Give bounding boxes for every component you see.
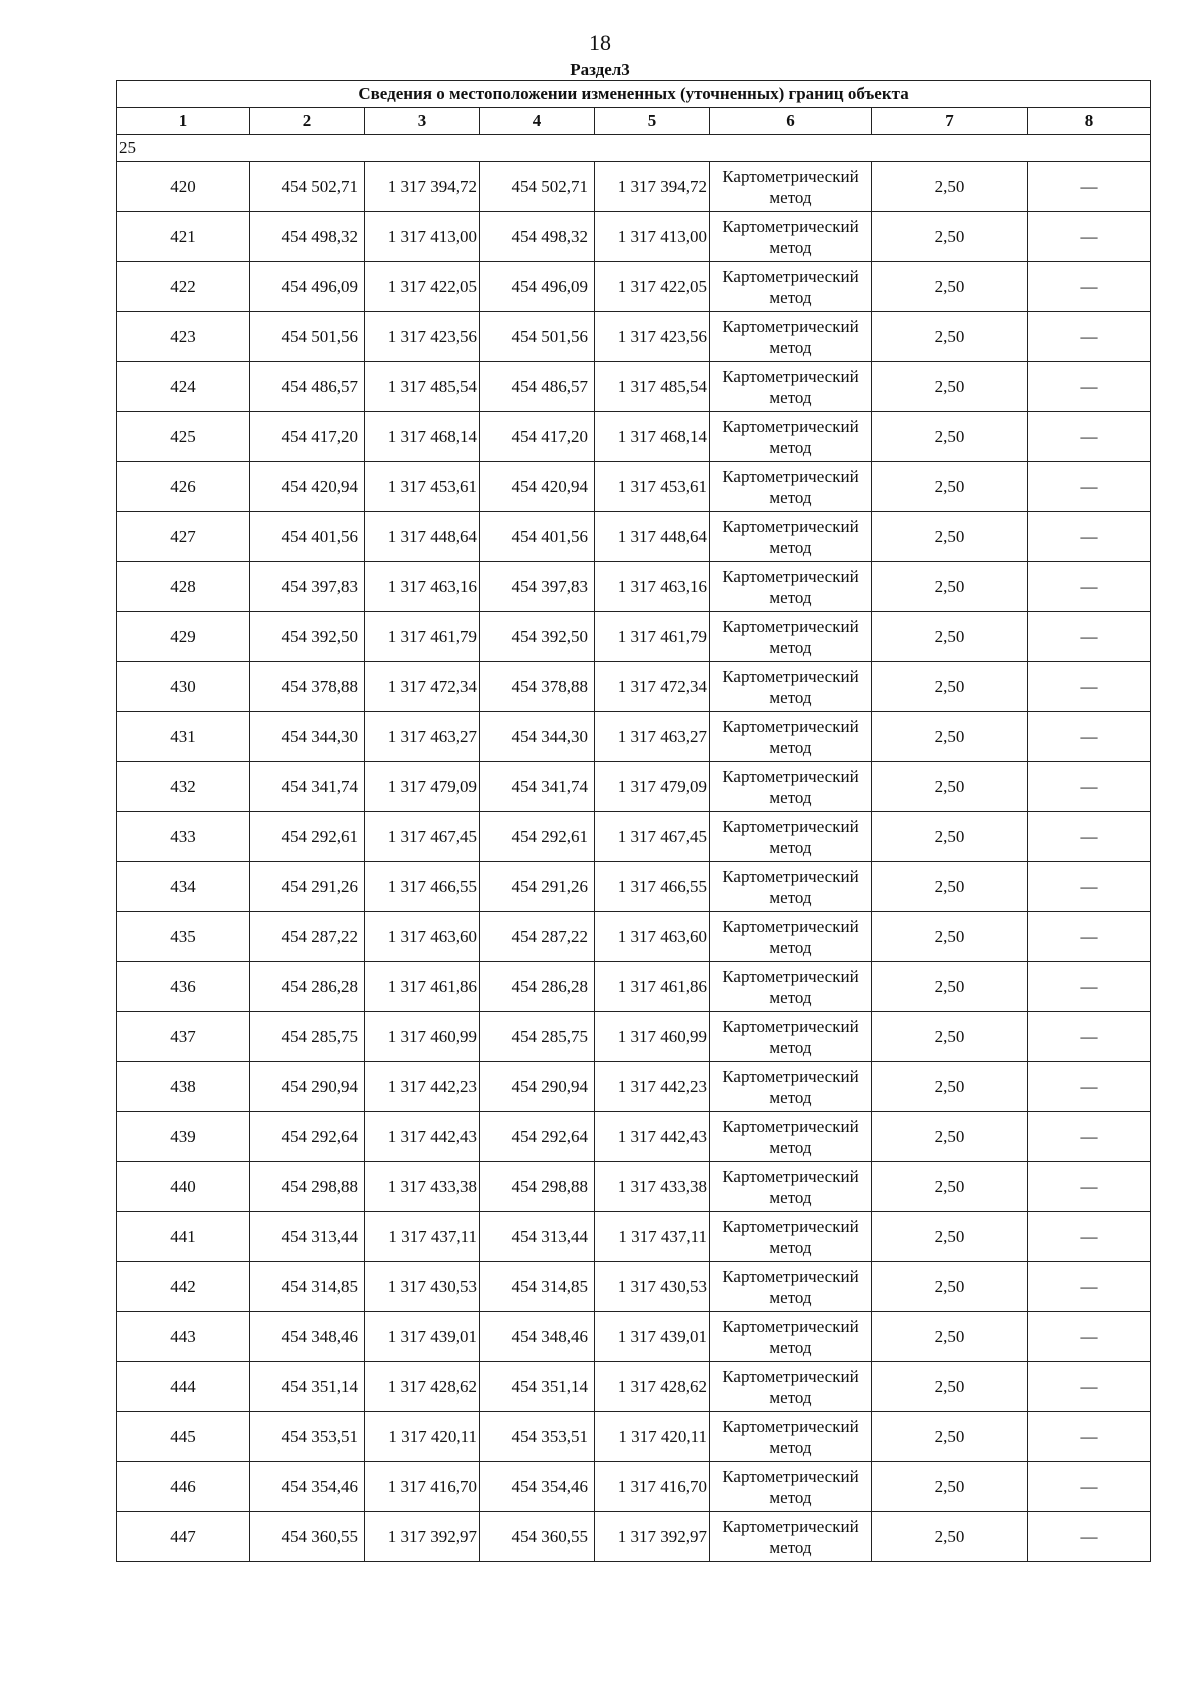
cell-y-new: 1 317 463,60 xyxy=(595,912,710,962)
cell-description: — xyxy=(1028,1412,1151,1462)
cell-point-number: 442 xyxy=(117,1262,250,1312)
cell-accuracy: 2,50 xyxy=(872,512,1028,562)
cell-x-old: 454 392,50 xyxy=(250,612,365,662)
cell-method: Картометрический метод xyxy=(710,1412,872,1462)
cell-accuracy: 2,50 xyxy=(872,662,1028,712)
cell-x-old: 454 351,14 xyxy=(250,1362,365,1412)
cell-x-old: 454 344,30 xyxy=(250,712,365,762)
cell-x-new: 454 341,74 xyxy=(480,762,595,812)
table-row xyxy=(117,1512,1151,1562)
column-header-3: 3 xyxy=(365,108,480,135)
cell-y-old: 1 317 467,45 xyxy=(365,812,480,862)
cell-x-new: 454 291,26 xyxy=(480,862,595,912)
cell-method: Картометрический метод xyxy=(710,262,872,312)
cell-x-old: 454 353,51 xyxy=(250,1412,365,1462)
cell-y-new: 1 317 453,61 xyxy=(595,462,710,512)
cell-x-old: 454 498,32 xyxy=(250,212,365,262)
cell-y-new: 1 317 461,86 xyxy=(595,962,710,1012)
cell-method: Картометрический метод xyxy=(710,1362,872,1412)
cell-accuracy: 2,50 xyxy=(872,1012,1028,1062)
cell-description: — xyxy=(1028,1362,1151,1412)
column-header-8: 8 xyxy=(1028,108,1151,135)
table-row xyxy=(117,362,1151,412)
cell-method: Картометрический метод xyxy=(710,1012,872,1062)
cell-point-number: 434 xyxy=(117,862,250,912)
cell-y-old: 1 317 392,97 xyxy=(365,1512,480,1562)
table-row xyxy=(117,862,1151,912)
cell-x-new: 454 351,14 xyxy=(480,1362,595,1412)
cell-accuracy: 2,50 xyxy=(872,862,1028,912)
cell-point-number: 441 xyxy=(117,1212,250,1262)
table-row xyxy=(117,1362,1151,1412)
cell-y-new: 1 317 460,99 xyxy=(595,1012,710,1062)
cell-x-old: 454 285,75 xyxy=(250,1012,365,1062)
cell-y-old: 1 317 448,64 xyxy=(365,512,480,562)
table-row xyxy=(117,412,1151,462)
cell-x-new: 454 287,22 xyxy=(480,912,595,962)
cell-y-new: 1 317 468,14 xyxy=(595,412,710,462)
cell-description: — xyxy=(1028,712,1151,762)
cell-y-new: 1 317 394,72 xyxy=(595,162,710,212)
table-row xyxy=(117,312,1151,362)
cell-x-new: 454 397,83 xyxy=(480,562,595,612)
cell-x-new: 454 290,94 xyxy=(480,1062,595,1112)
section-title: Раздел3 xyxy=(570,60,630,79)
cell-description: — xyxy=(1028,1062,1151,1112)
table-row xyxy=(117,562,1151,612)
cell-x-old: 454 354,46 xyxy=(250,1462,365,1512)
cell-accuracy: 2,50 xyxy=(872,712,1028,762)
cell-x-new: 454 292,64 xyxy=(480,1112,595,1162)
cell-y-new: 1 317 392,97 xyxy=(595,1512,710,1562)
cell-accuracy: 2,50 xyxy=(872,1512,1028,1562)
cell-x-old: 454 286,28 xyxy=(250,962,365,1012)
cell-point-number: 437 xyxy=(117,1012,250,1062)
table-row xyxy=(117,1112,1151,1162)
cell-y-new: 1 317 463,27 xyxy=(595,712,710,762)
table-row xyxy=(117,962,1151,1012)
cell-point-number: 438 xyxy=(117,1062,250,1112)
cell-accuracy: 2,50 xyxy=(872,462,1028,512)
column-header-4: 4 xyxy=(480,108,595,135)
cell-x-new: 454 496,09 xyxy=(480,262,595,312)
cell-y-new: 1 317 423,56 xyxy=(595,312,710,362)
cell-y-old: 1 317 433,38 xyxy=(365,1162,480,1212)
cell-y-new: 1 317 422,05 xyxy=(595,262,710,312)
cell-x-old: 454 348,46 xyxy=(250,1312,365,1362)
cell-x-old: 454 291,26 xyxy=(250,862,365,912)
cell-y-new: 1 317 466,55 xyxy=(595,862,710,912)
boundary-coordinates-table xyxy=(116,80,1151,1562)
cell-description: — xyxy=(1028,412,1151,462)
cell-method: Картометрический метод xyxy=(710,1312,872,1362)
cell-x-old: 454 287,22 xyxy=(250,912,365,962)
table-row xyxy=(117,662,1151,712)
table-row xyxy=(117,1162,1151,1212)
cell-x-new: 454 292,61 xyxy=(480,812,595,862)
cell-y-new: 1 317 461,79 xyxy=(595,612,710,662)
cell-point-number: 432 xyxy=(117,762,250,812)
cell-point-number: 445 xyxy=(117,1412,250,1462)
cell-method: Картометрический метод xyxy=(710,1262,872,1312)
table-row xyxy=(117,262,1151,312)
cell-method: Картометрический метод xyxy=(710,162,872,212)
cell-description: — xyxy=(1028,862,1151,912)
cell-y-old: 1 317 479,09 xyxy=(365,762,480,812)
cell-accuracy: 2,50 xyxy=(872,412,1028,462)
column-header-2: 2 xyxy=(250,108,365,135)
cell-x-new: 454 378,88 xyxy=(480,662,595,712)
table-row xyxy=(117,912,1151,962)
table-row xyxy=(117,1462,1151,1512)
cell-x-old: 454 378,88 xyxy=(250,662,365,712)
cell-point-number: 435 xyxy=(117,912,250,962)
column-header-6: 6 xyxy=(710,108,872,135)
cell-x-new: 454 360,55 xyxy=(480,1512,595,1562)
table-row xyxy=(117,1262,1151,1312)
cell-point-number: 423 xyxy=(117,312,250,362)
cell-point-number: 447 xyxy=(117,1512,250,1562)
table-row xyxy=(117,212,1151,262)
cell-description: — xyxy=(1028,762,1151,812)
cell-description: — xyxy=(1028,1462,1151,1512)
cell-method: Картометрический метод xyxy=(710,1212,872,1262)
cell-accuracy: 2,50 xyxy=(872,312,1028,362)
cell-y-new: 1 317 442,43 xyxy=(595,1112,710,1162)
group-row xyxy=(117,135,1151,162)
cell-description: — xyxy=(1028,162,1151,212)
cell-y-old: 1 317 430,53 xyxy=(365,1262,480,1312)
cell-y-new: 1 317 467,45 xyxy=(595,812,710,862)
cell-description: — xyxy=(1028,362,1151,412)
cell-point-number: 440 xyxy=(117,1162,250,1212)
cell-y-old: 1 317 466,55 xyxy=(365,862,480,912)
page-number: 18 xyxy=(589,30,611,55)
cell-point-number: 425 xyxy=(117,412,250,462)
cell-accuracy: 2,50 xyxy=(872,1412,1028,1462)
table-row xyxy=(117,1012,1151,1062)
cell-method: Картометрический метод xyxy=(710,462,872,512)
cell-x-old: 454 292,64 xyxy=(250,1112,365,1162)
cell-y-old: 1 317 423,56 xyxy=(365,312,480,362)
cell-method: Картометрический метод xyxy=(710,1162,872,1212)
cell-accuracy: 2,50 xyxy=(872,562,1028,612)
cell-y-old: 1 317 485,54 xyxy=(365,362,480,412)
cell-y-new: 1 317 413,00 xyxy=(595,212,710,262)
cell-x-old: 454 298,88 xyxy=(250,1162,365,1212)
cell-method: Картометрический метод xyxy=(710,562,872,612)
cell-x-new: 454 354,46 xyxy=(480,1462,595,1512)
cell-y-old: 1 317 437,11 xyxy=(365,1212,480,1262)
cell-point-number: 431 xyxy=(117,712,250,762)
cell-x-new: 454 313,44 xyxy=(480,1212,595,1262)
cell-accuracy: 2,50 xyxy=(872,1162,1028,1212)
cell-y-new: 1 317 463,16 xyxy=(595,562,710,612)
cell-y-old: 1 317 428,62 xyxy=(365,1362,480,1412)
cell-y-new: 1 317 479,09 xyxy=(595,762,710,812)
cell-y-old: 1 317 420,11 xyxy=(365,1412,480,1462)
cell-y-new: 1 317 485,54 xyxy=(595,362,710,412)
cell-description: — xyxy=(1028,962,1151,1012)
cell-method: Картометрический метод xyxy=(710,212,872,262)
cell-y-old: 1 317 461,79 xyxy=(365,612,480,662)
cell-description: — xyxy=(1028,262,1151,312)
cell-x-new: 454 285,75 xyxy=(480,1012,595,1062)
cell-accuracy: 2,50 xyxy=(872,1312,1028,1362)
cell-accuracy: 2,50 xyxy=(872,962,1028,1012)
cell-description: — xyxy=(1028,512,1151,562)
table-row xyxy=(117,1312,1151,1362)
table-caption: Сведения о местоположении измененных (уточненных) границ объекта xyxy=(117,81,1151,108)
column-header-5: 5 xyxy=(595,108,710,135)
cell-accuracy: 2,50 xyxy=(872,1262,1028,1312)
cell-description: — xyxy=(1028,812,1151,862)
cell-y-new: 1 317 433,38 xyxy=(595,1162,710,1212)
cell-method: Картометрический метод xyxy=(710,1462,872,1512)
cell-x-new: 454 401,56 xyxy=(480,512,595,562)
table-row xyxy=(117,812,1151,862)
cell-accuracy: 2,50 xyxy=(872,212,1028,262)
cell-y-old: 1 317 468,14 xyxy=(365,412,480,462)
cell-x-old: 454 292,61 xyxy=(250,812,365,862)
cell-description: — xyxy=(1028,312,1151,362)
column-header-1: 1 xyxy=(117,108,250,135)
cell-y-old: 1 317 439,01 xyxy=(365,1312,480,1362)
table-row xyxy=(117,162,1151,212)
cell-y-new: 1 317 448,64 xyxy=(595,512,710,562)
cell-y-new: 1 317 420,11 xyxy=(595,1412,710,1462)
cell-method: Картометрический метод xyxy=(710,812,872,862)
cell-y-old: 1 317 463,27 xyxy=(365,712,480,762)
cell-description: — xyxy=(1028,1112,1151,1162)
table-row xyxy=(117,612,1151,662)
cell-accuracy: 2,50 xyxy=(872,1062,1028,1112)
cell-y-new: 1 317 416,70 xyxy=(595,1462,710,1512)
cell-x-old: 454 314,85 xyxy=(250,1262,365,1312)
cell-y-old: 1 317 472,34 xyxy=(365,662,480,712)
cell-y-old: 1 317 394,72 xyxy=(365,162,480,212)
table-caption-row xyxy=(117,81,1151,108)
cell-method: Картометрический метод xyxy=(710,1512,872,1562)
cell-point-number: 428 xyxy=(117,562,250,612)
cell-accuracy: 2,50 xyxy=(872,762,1028,812)
cell-y-new: 1 317 442,23 xyxy=(595,1062,710,1112)
cell-point-number: 421 xyxy=(117,212,250,262)
cell-accuracy: 2,50 xyxy=(872,262,1028,312)
cell-y-old: 1 317 422,05 xyxy=(365,262,480,312)
cell-method: Картометрический метод xyxy=(710,612,872,662)
cell-point-number: 439 xyxy=(117,1112,250,1162)
cell-description: — xyxy=(1028,1012,1151,1062)
cell-y-old: 1 317 413,00 xyxy=(365,212,480,262)
cell-x-new: 454 392,50 xyxy=(480,612,595,662)
cell-y-new: 1 317 437,11 xyxy=(595,1212,710,1262)
cell-point-number: 446 xyxy=(117,1462,250,1512)
cell-description: — xyxy=(1028,1262,1151,1312)
cell-description: — xyxy=(1028,912,1151,962)
column-header-7: 7 xyxy=(872,108,1028,135)
cell-x-old: 454 501,56 xyxy=(250,312,365,362)
cell-y-old: 1 317 453,61 xyxy=(365,462,480,512)
cell-x-new: 454 314,85 xyxy=(480,1262,595,1312)
cell-point-number: 427 xyxy=(117,512,250,562)
cell-description: — xyxy=(1028,562,1151,612)
table-row xyxy=(117,762,1151,812)
cell-y-old: 1 317 463,16 xyxy=(365,562,480,612)
cell-point-number: 424 xyxy=(117,362,250,412)
cell-x-old: 454 502,71 xyxy=(250,162,365,212)
cell-method: Картометрический метод xyxy=(710,762,872,812)
cell-y-old: 1 317 442,43 xyxy=(365,1112,480,1162)
cell-description: — xyxy=(1028,1212,1151,1262)
cell-method: Картометрический метод xyxy=(710,412,872,462)
cell-y-new: 1 317 472,34 xyxy=(595,662,710,712)
column-number-row xyxy=(117,108,1151,135)
cell-y-old: 1 317 442,23 xyxy=(365,1062,480,1112)
cell-description: — xyxy=(1028,212,1151,262)
table-row xyxy=(117,712,1151,762)
cell-point-number: 422 xyxy=(117,262,250,312)
cell-accuracy: 2,50 xyxy=(872,1112,1028,1162)
cell-x-old: 454 341,74 xyxy=(250,762,365,812)
cell-x-old: 454 397,83 xyxy=(250,562,365,612)
table-row xyxy=(117,1212,1151,1262)
cell-accuracy: 2,50 xyxy=(872,912,1028,962)
cell-description: — xyxy=(1028,612,1151,662)
table-body xyxy=(117,135,1151,1562)
cell-x-old: 454 290,94 xyxy=(250,1062,365,1112)
cell-method: Картометрический метод xyxy=(710,312,872,362)
cell-method: Картометрический метод xyxy=(710,712,872,762)
cell-x-old: 454 360,55 xyxy=(250,1512,365,1562)
cell-method: Картометрический метод xyxy=(710,912,872,962)
cell-description: — xyxy=(1028,1512,1151,1562)
cell-method: Картометрический метод xyxy=(710,862,872,912)
cell-accuracy: 2,50 xyxy=(872,1212,1028,1262)
cell-point-number: 444 xyxy=(117,1362,250,1412)
cell-x-old: 454 486,57 xyxy=(250,362,365,412)
cell-x-new: 454 353,51 xyxy=(480,1412,595,1462)
cell-x-new: 454 348,46 xyxy=(480,1312,595,1362)
cell-y-new: 1 317 439,01 xyxy=(595,1312,710,1362)
group-label: 25 xyxy=(117,135,1151,162)
cell-accuracy: 2,50 xyxy=(872,812,1028,862)
cell-method: Картометрический метод xyxy=(710,512,872,562)
cell-y-old: 1 317 460,99 xyxy=(365,1012,480,1062)
cell-y-new: 1 317 428,62 xyxy=(595,1362,710,1412)
cell-description: — xyxy=(1028,1312,1151,1362)
cell-point-number: 436 xyxy=(117,962,250,1012)
cell-accuracy: 2,50 xyxy=(872,162,1028,212)
cell-accuracy: 2,50 xyxy=(872,1462,1028,1512)
cell-method: Картометрический метод xyxy=(710,962,872,1012)
cell-x-old: 454 313,44 xyxy=(250,1212,365,1262)
cell-x-new: 454 286,28 xyxy=(480,962,595,1012)
table-row xyxy=(117,512,1151,562)
cell-accuracy: 2,50 xyxy=(872,1362,1028,1412)
cell-point-number: 430 xyxy=(117,662,250,712)
cell-y-old: 1 317 463,60 xyxy=(365,912,480,962)
cell-x-new: 454 298,88 xyxy=(480,1162,595,1212)
cell-point-number: 420 xyxy=(117,162,250,212)
cell-x-new: 454 417,20 xyxy=(480,412,595,462)
cell-y-old: 1 317 461,86 xyxy=(365,962,480,1012)
cell-point-number: 443 xyxy=(117,1312,250,1362)
cell-method: Картометрический метод xyxy=(710,662,872,712)
cell-description: — xyxy=(1028,662,1151,712)
cell-x-new: 454 486,57 xyxy=(480,362,595,412)
table-row xyxy=(117,1062,1151,1112)
cell-point-number: 426 xyxy=(117,462,250,512)
cell-x-new: 454 344,30 xyxy=(480,712,595,762)
cell-x-old: 454 401,56 xyxy=(250,512,365,562)
cell-y-new: 1 317 430,53 xyxy=(595,1262,710,1312)
cell-method: Картометрический метод xyxy=(710,1062,872,1112)
cell-method: Картометрический метод xyxy=(710,362,872,412)
table-row xyxy=(117,462,1151,512)
table-row xyxy=(117,1412,1151,1462)
cell-x-old: 454 417,20 xyxy=(250,412,365,462)
cell-x-new: 454 420,94 xyxy=(480,462,595,512)
cell-description: — xyxy=(1028,462,1151,512)
cell-y-old: 1 317 416,70 xyxy=(365,1462,480,1512)
cell-x-new: 454 502,71 xyxy=(480,162,595,212)
cell-point-number: 429 xyxy=(117,612,250,662)
cell-point-number: 433 xyxy=(117,812,250,862)
cell-description: — xyxy=(1028,1162,1151,1212)
cell-x-new: 454 498,32 xyxy=(480,212,595,262)
cell-accuracy: 2,50 xyxy=(872,612,1028,662)
cell-x-new: 454 501,56 xyxy=(480,312,595,362)
cell-method: Картометрический метод xyxy=(710,1112,872,1162)
cell-x-old: 454 420,94 xyxy=(250,462,365,512)
cell-accuracy: 2,50 xyxy=(872,362,1028,412)
cell-x-old: 454 496,09 xyxy=(250,262,365,312)
